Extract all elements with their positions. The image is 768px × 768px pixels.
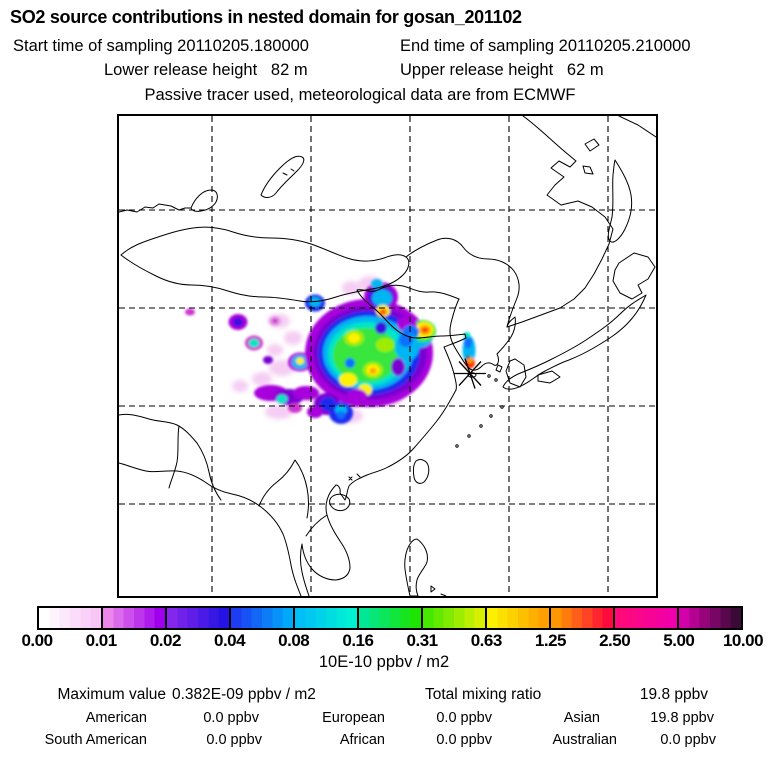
tracer-note-text: Passive tracer used, meteorological data are from ECMWF [144,86,576,104]
plume-cell [399,333,413,347]
colorbar-units-label: 10E-10 ppbv / m2 [318,653,450,671]
upper-release-height-text: Upper release height 62 m [400,61,604,79]
plume-cell [293,386,319,400]
plume-cell [370,368,377,374]
plume-cell [348,333,360,343]
border-path [119,414,221,500]
island-path [496,365,502,372]
mongolia-border-path [121,227,409,302]
border-path [306,515,327,536]
border-path [169,426,179,488]
coastline-path [619,116,656,137]
colorbar-segment [421,608,485,628]
island-path [349,477,352,480]
plume-cell [337,411,345,419]
border-path [259,460,309,518]
plot-title: SO2 source contributions in nested domain for gosan_201102 [10,7,522,27]
plume-cell [376,338,394,352]
south-american-label: South American [44,732,147,748]
colorbar-tick: 0.31 [406,631,438,650]
colorbar-tick: 0.16 [342,631,374,650]
kyushu-path [506,359,526,387]
plume-cell [464,332,471,338]
map-plot [119,116,656,596]
vietnam-coast-path [301,485,351,596]
colorbar-tick: 0.08 [278,631,310,650]
sakhalin-path [608,160,631,242]
island-dot [495,379,497,381]
plume-cell [233,318,243,327]
colorbar-tick: 0.04 [213,631,246,650]
plume-cell [422,328,428,333]
australian-label: Australian [552,732,617,748]
border-path [119,204,191,212]
colorbar-tick: 10.00 [722,631,764,650]
max-value-text: 0.382E-09 ppbv / m2 [172,686,316,703]
island-path [357,474,360,477]
colorbar-tick: 1.25 [534,631,566,650]
european-label: European [322,710,385,726]
colorbar-tick: 5.00 [663,631,695,650]
colorbar-tick: 2.50 [599,631,631,650]
colorbar-segment [229,608,293,628]
island-path [431,586,435,592]
plume-cell [284,331,302,345]
european-value: 0.0 ppbv [436,710,492,726]
plume-cell [372,290,392,307]
island-path [283,169,294,175]
colorbar-segment [39,608,101,628]
plume-cell [391,358,405,376]
colorbar-segment [101,608,165,628]
american-label: American [85,710,147,726]
honshu-path [503,295,646,389]
map-panel [117,114,658,598]
colorbar-tick: 0.00 [21,631,53,650]
colorbar-segment [549,608,613,628]
island-path [585,139,599,151]
ryukyu-island-dot [468,435,470,437]
ryukyu-island-dot [501,406,503,408]
coastline-path [507,116,613,327]
colorbar-tick: 0.02 [149,631,181,650]
ryukyu-island-dot [456,445,458,447]
plume-cell [185,309,195,316]
start-time-text: Start time of sampling 20110205.180000 [13,37,309,55]
plume-cell [381,310,386,314]
taiwan-path [413,460,428,484]
plume-cell [267,344,283,356]
island-path [583,166,593,174]
plume-cell [272,319,278,324]
end-time-text: End time of sampling 20110205.210000 [400,37,691,55]
plume-cell [346,389,368,407]
total-mixing-ratio-label: Total mixing ratio [425,686,542,703]
asian-value: 19.8 ppbv [650,710,714,726]
max-value-label: Maximum value [57,686,166,703]
colorbar [37,606,743,630]
hokkaido-path [613,253,655,299]
plume-cell [288,403,302,413]
australian-value: 0.0 ppbv [660,732,716,748]
african-value: 0.0 ppbv [436,732,492,748]
african-label: African [339,732,385,748]
plume-cell [263,356,273,364]
plume-cell [249,339,260,348]
south-american-value: 0.0 ppbv [206,732,262,748]
island-dot [488,375,490,377]
plume-cell [371,279,383,289]
island-path [441,594,446,596]
ryukyu-island-dot [480,425,482,427]
colorbar-ticks [0,631,768,653]
luzon-path [405,539,428,596]
baikal-path [261,156,304,197]
plume-cell [277,395,288,404]
colorbar-tick: 0.63 [470,631,502,650]
plume-cell [232,380,248,392]
amur-border-path [406,238,519,327]
lower-release-height-text: Lower release height 82 m [104,61,308,79]
plume-cell [339,373,357,387]
american-value: 0.0 ppbv [203,710,259,726]
colorbar-segment [165,608,229,628]
malay-myanmar-coast-path [119,463,301,596]
plume-cell [296,358,304,365]
lake-path [191,190,217,211]
asian-label: Asian [563,710,600,726]
plume-cell [345,358,355,368]
colorbar-tick: 0.01 [85,631,117,650]
total-mixing-ratio-value: 19.8 ppbv [639,686,708,703]
hainan-path [330,494,350,510]
colorbar-segment [485,608,549,628]
colorbar-segment [293,608,357,628]
ryukyu-island-dot [490,415,492,417]
colorbar-segment [613,608,677,628]
plume-cell [466,355,469,358]
plume-cell [252,372,272,386]
plume-cell [375,322,387,334]
plume-layer [185,279,476,424]
plume-cell [307,406,323,418]
colorbar-segment [677,608,741,628]
colorbar-segment [357,608,421,628]
